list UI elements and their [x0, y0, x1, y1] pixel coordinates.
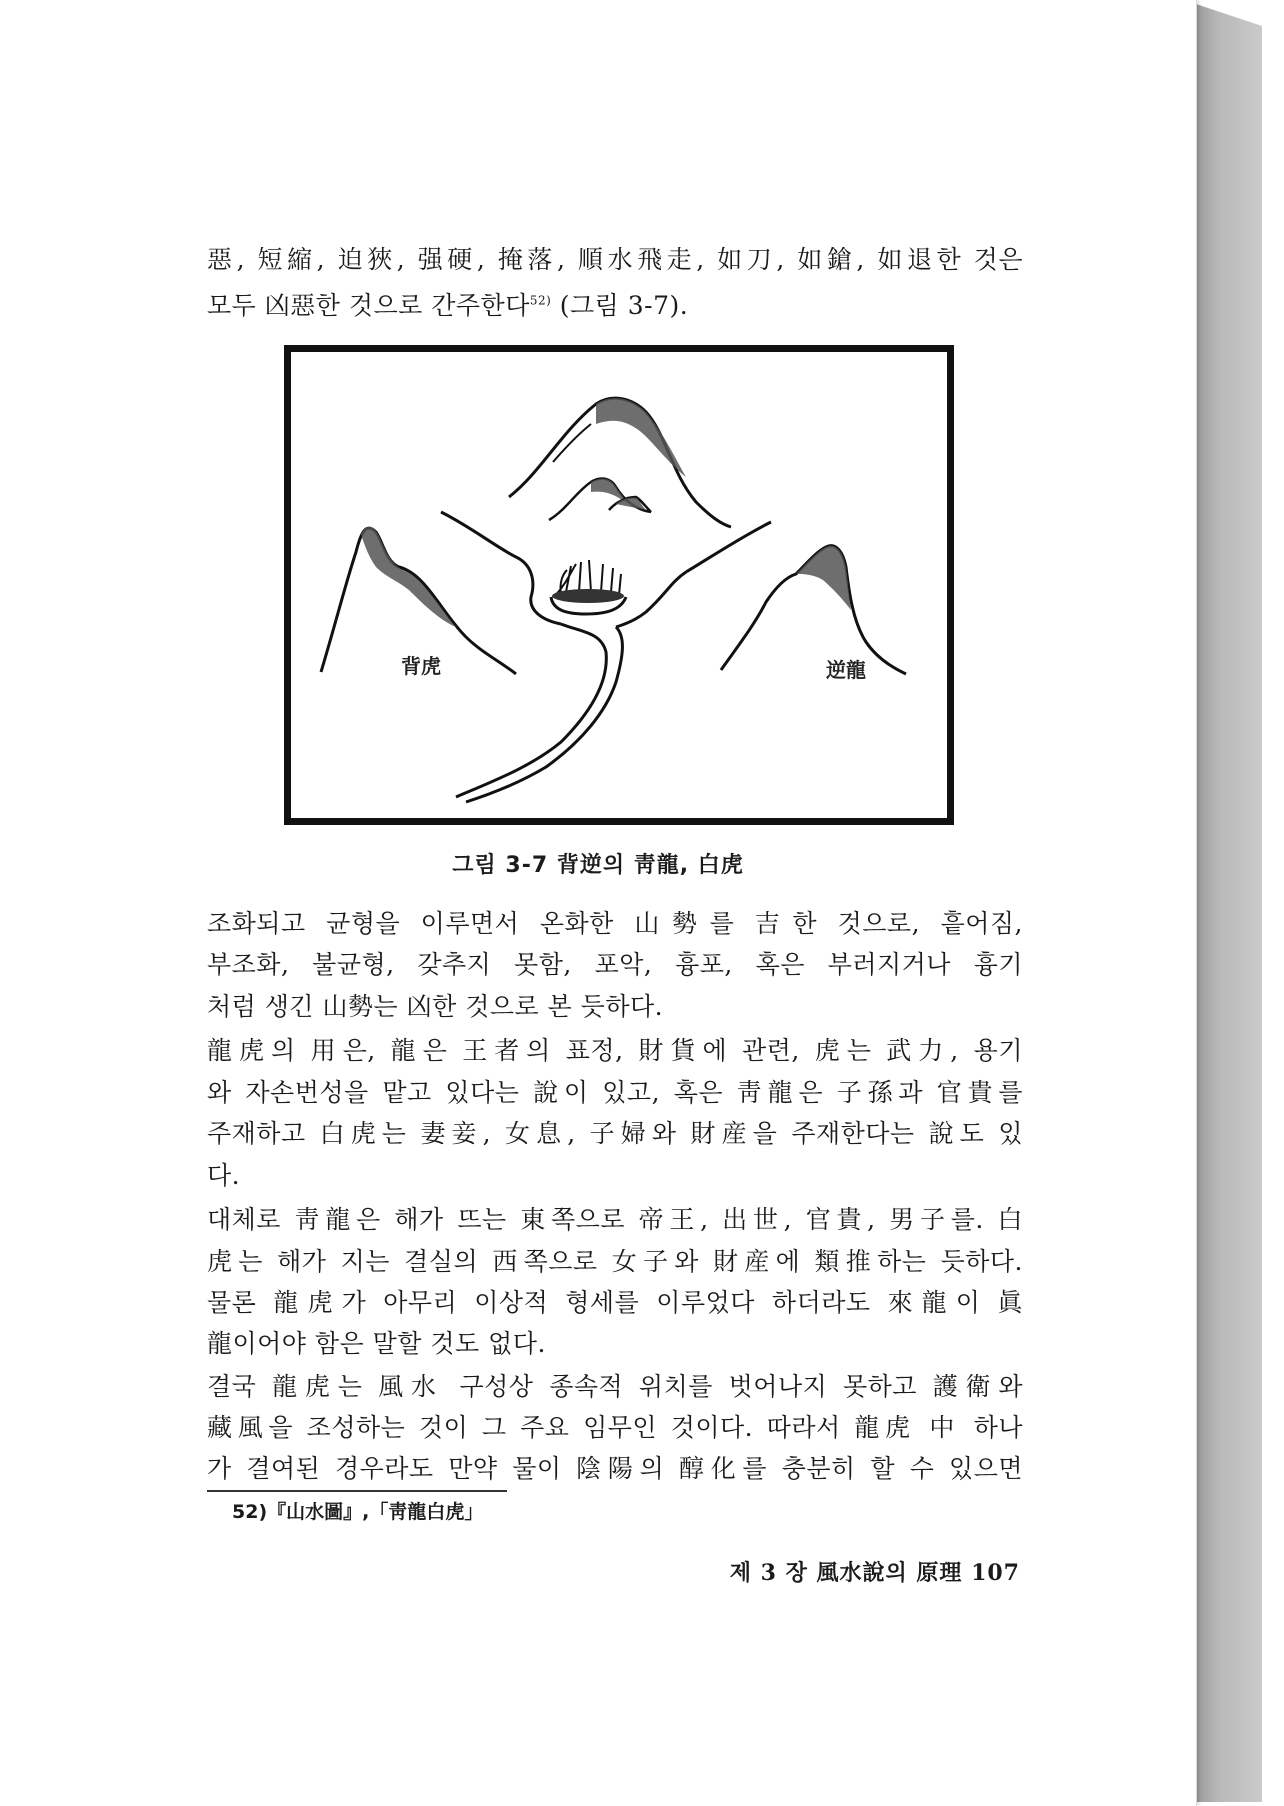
book-page-edges: [1196, 4, 1262, 1802]
stream-left-bank: [456, 624, 606, 797]
left-mountain-label: 背虎: [401, 654, 441, 678]
grave-site: [551, 560, 626, 614]
central-mountain: [509, 398, 731, 527]
body-line-2: [207, 289, 1023, 323]
inner-mountain: [549, 479, 651, 520]
para5-line-2: 藏風을 조성하는 것이 그 주요 임무인 것이다. 따라서 龍虎 中 하나: [207, 1413, 1023, 1442]
para2-line-2: 와 자손번성을 맡고 있다는 說이 있고, 혹은 靑龍은 子孫과 官貴를: [207, 1078, 1023, 1107]
para3-line-2: 虎는 해가 지는 결실의 西쪽으로 女子와 財産에 類推하는 듯하다.: [207, 1247, 1023, 1276]
footnote-ref: 52): [529, 293, 552, 308]
para5-line-1: 결국 龍虎는 風水 구성상 종속적 위치를 벗어나지 못하고 護衛와: [207, 1372, 1023, 1401]
para5-line-3: 가 결여된 경우라도 만약 물이 陰陽의 醇化를 충분히 할 수 있으면: [207, 1454, 1023, 1483]
running-footer: 제 3 장 風水說의 原理 107: [729, 1560, 1020, 1586]
figure-frame: [284, 345, 954, 825]
para1-line-2: 부조화, 불균형, 갖추지 못함, 포악, 흉포, 혹은 부러지거나 흉기: [207, 950, 1023, 979]
right-mountain: [721, 546, 906, 674]
para3-line-1: 대체로 靑龍은 해가 뜨는 東쪽으로 帝王, 出世, 官貴, 男子를. 白: [207, 1205, 1023, 1234]
para2-line-4: 다.: [207, 1161, 241, 1190]
footnote-divider: [207, 1490, 507, 1492]
para2-line-3: 주재하고 白虎는 妻妾, 女息, 子婦와 財産을 주재한다는 說도 있: [207, 1119, 1023, 1148]
para4-line-2: 龍이어야 함은 말할 것도 없다.: [207, 1329, 546, 1358]
para2-line-1: 龍虎의 用은, 龍은 王者의 표정, 財貨에 관련, 虎는 武力, 용기: [207, 1036, 1023, 1065]
right-ridge: [616, 522, 771, 627]
body-line-1: 惡, 短縮, 迫狹, 强硬, 掩落, 順水飛走, 如刀, 如鎗, 如退한 것은: [207, 245, 1023, 274]
para4-line-1: 물론 龍虎가 아무리 이상적 형세를 이루었다 하더라도 來龍이 眞: [207, 1288, 1023, 1317]
landscape-illustration: [291, 352, 947, 818]
footnote: 52)『山水圖』,「靑龍白虎」: [232, 1501, 484, 1523]
body-line-2-text: 모두 凶惡한 것으로 간주한다: [207, 291, 530, 320]
figure-caption: 그림 3-7 背逆의 靑龍, 白虎: [452, 853, 744, 878]
stream-right-bank: [466, 627, 622, 802]
para1-line-1: 조화되고 균형을 이루면서 온화한 山勢를 吉한 것으로, 흩어짐,: [207, 909, 1023, 938]
para1-line-3: 처럼 생긴 山勢는 凶한 것으로 본 듯하다.: [207, 992, 664, 1021]
body-line-2-tail: (그림 3-7).: [551, 291, 689, 320]
left-ridge: [441, 512, 561, 624]
right-mountain-label: 逆龍: [826, 658, 866, 682]
